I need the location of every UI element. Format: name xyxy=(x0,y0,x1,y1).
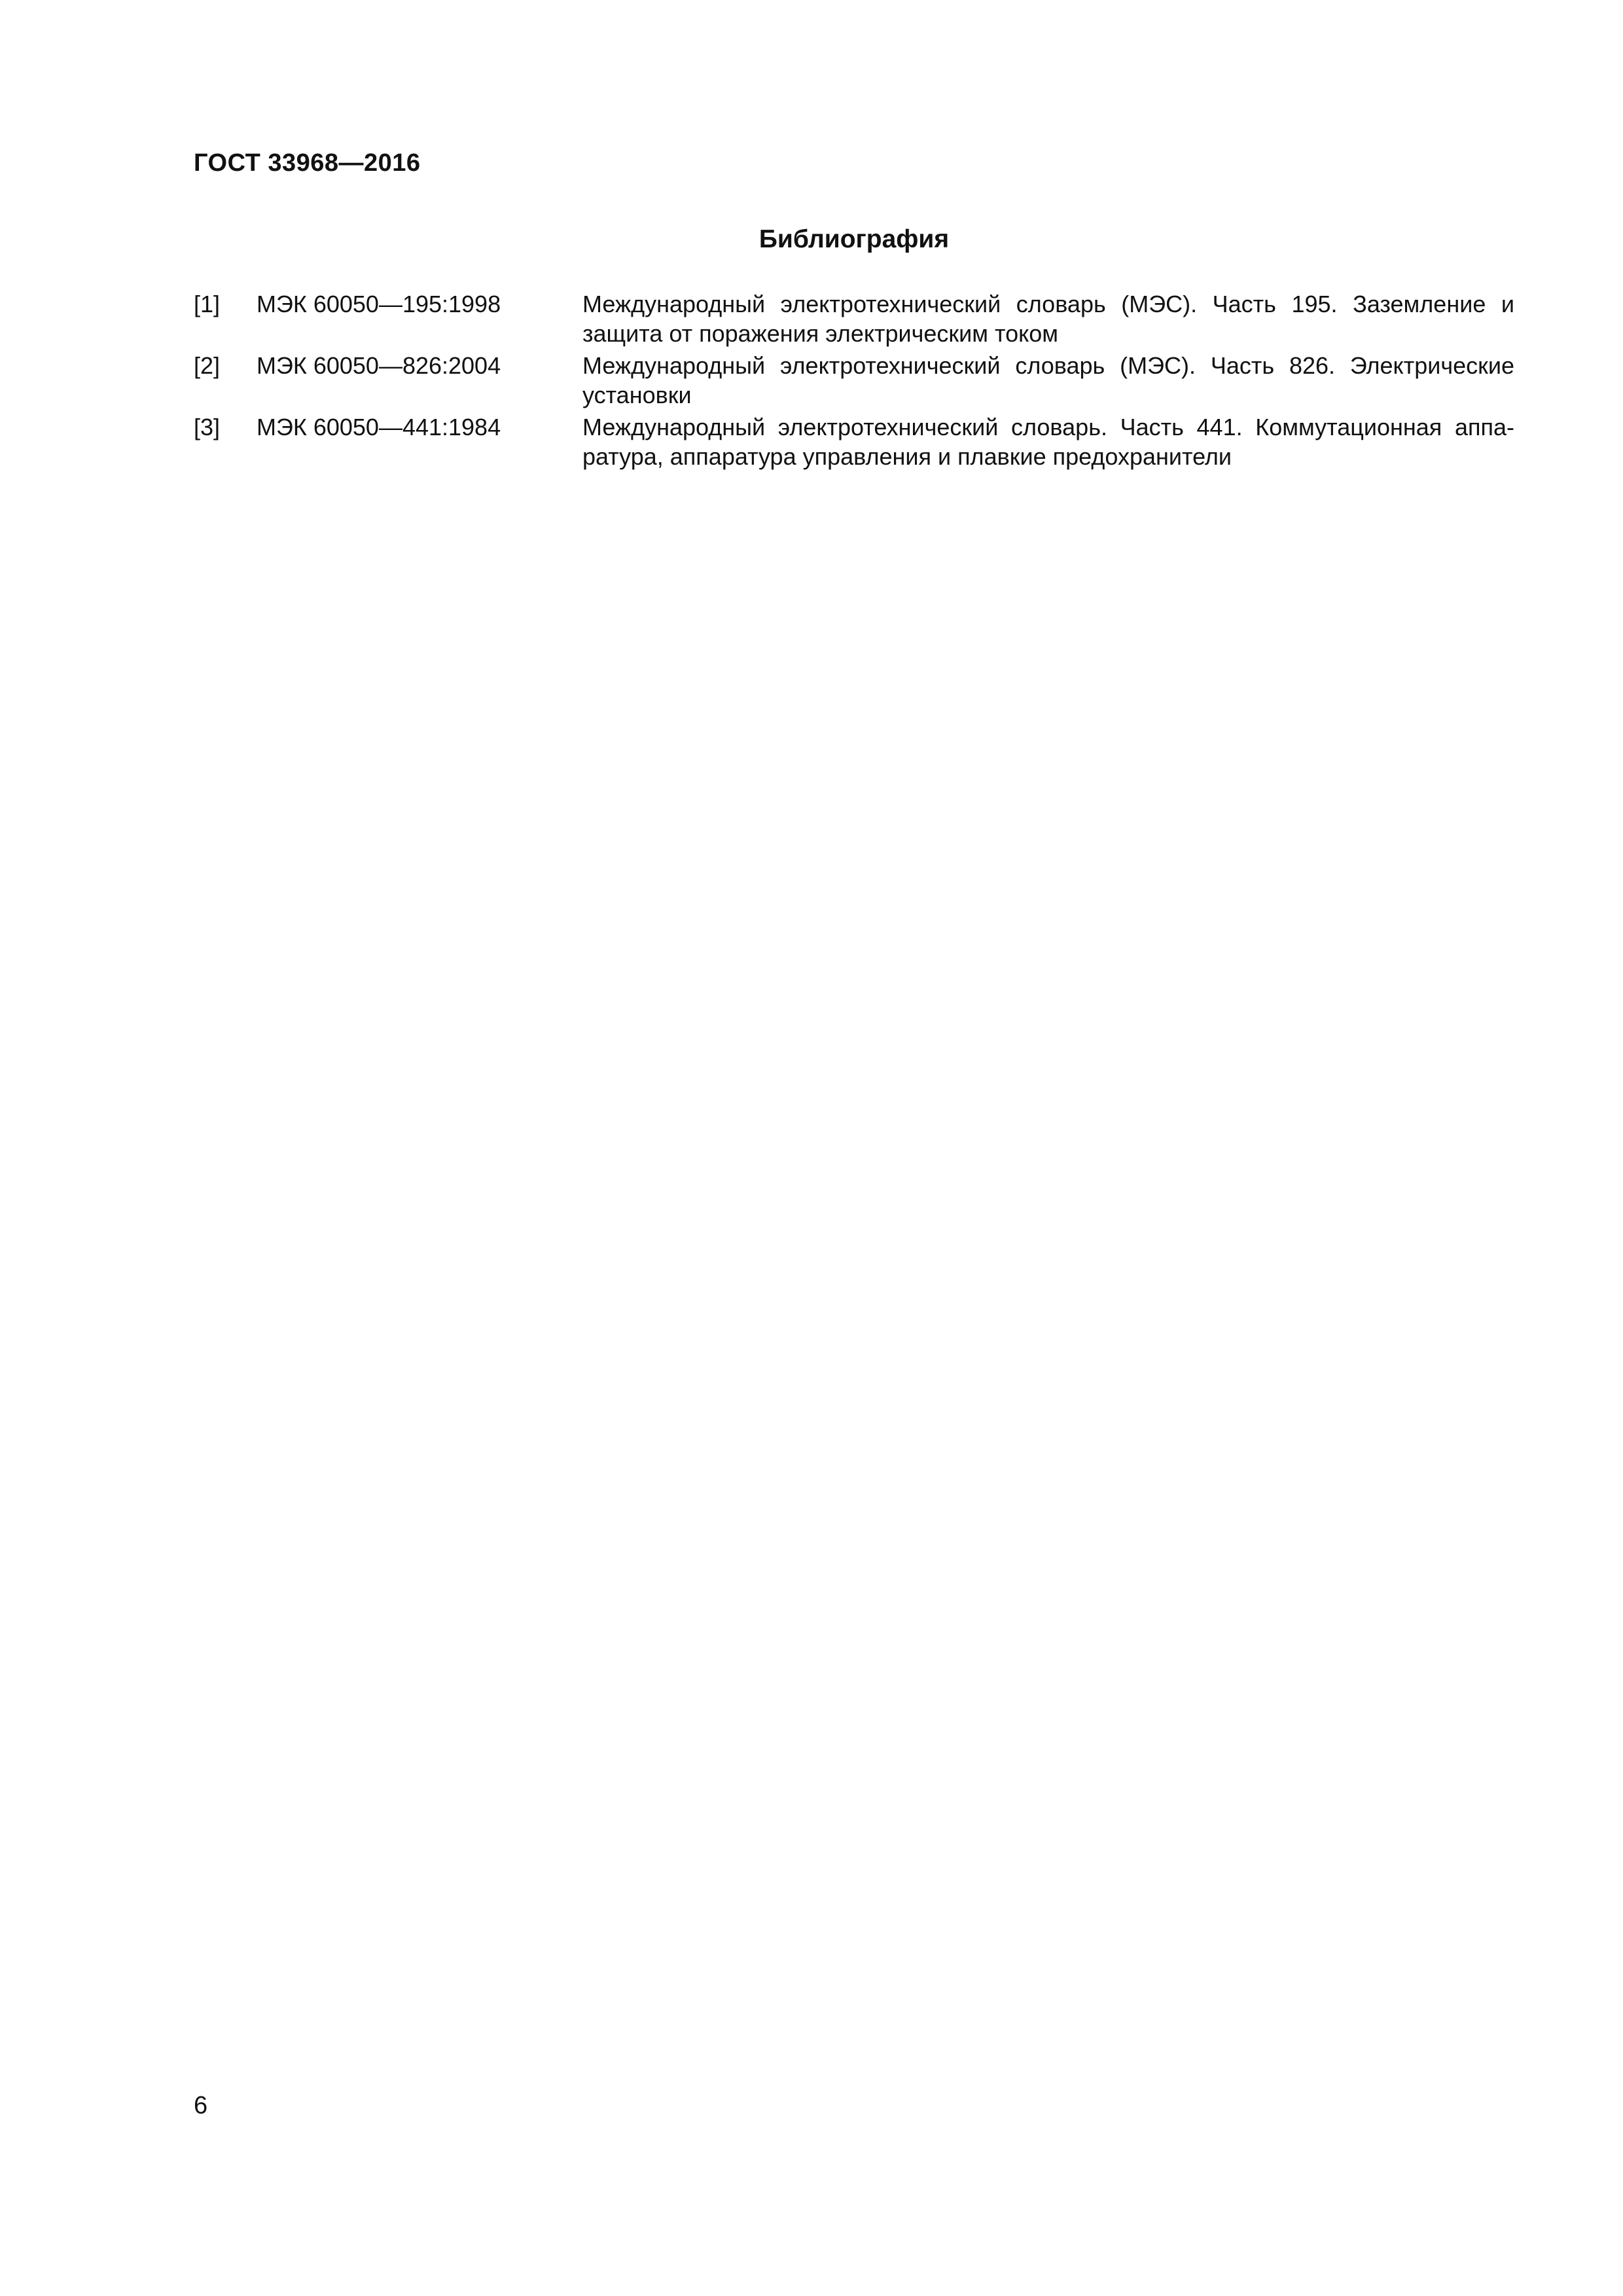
entry-standard-code: МЭК 60050—441:1984 xyxy=(257,414,501,440)
page-number: 6 xyxy=(194,2092,208,2119)
standard-designation: ГОСТ 33968—2016 xyxy=(194,149,421,177)
bibliography-list xyxy=(194,289,1514,474)
entry-standard-code: МЭК 60050—195:1998 xyxy=(257,291,501,317)
entry-number: [3] xyxy=(194,414,221,440)
section-title: Библиография xyxy=(758,225,950,253)
entry-number: [1] xyxy=(194,291,221,317)
entry-number: [2] xyxy=(194,352,221,379)
bibliography-entry xyxy=(194,412,1514,471)
entry-standard-code: МЭК 60050—826:2004 xyxy=(257,352,501,379)
entry-title: Международный электротехнический словарь. Часть 441. Коммутационная аппаратура, аппаратура управления и плавкие предохранители xyxy=(582,414,1514,470)
entry-title: Международный электротехнический словарь (МЭС). Часть 826. Электрические установки xyxy=(582,352,1514,408)
bibliography-entry xyxy=(194,289,1514,348)
entry-title: Международный электротехнический словарь (МЭС). Часть 195. Заземление и защита от поражения электрическим током xyxy=(582,291,1514,347)
bibliography-entry xyxy=(194,351,1514,410)
